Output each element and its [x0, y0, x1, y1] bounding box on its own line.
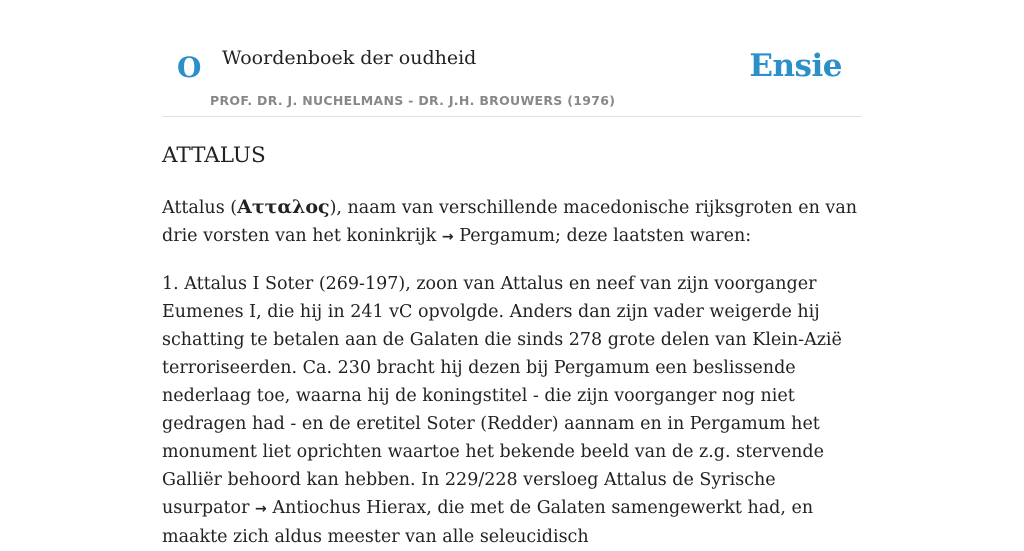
page	[162, 0, 862, 551]
ensie-logo-link[interactable]: Ensie	[749, 48, 842, 84]
header	[162, 0, 862, 117]
greek-name: Ατταλος	[237, 196, 330, 218]
pergamum-link[interactable]	[442, 226, 555, 246]
intro-paragraph	[162, 193, 862, 251]
item-1-text-pre: 1. Attalus I Soter (269-197), zoon van Attalus en neef van zijn voorganger Eumenes I, die hij in 241 vC opvolgde. Anders dan zijn vader weigerde hij schatting te betalen aan de Galaten die sinds 278 grote delen van Klein-Azië terroriseerden. Ca. 230 bracht hij dezen bij Pergamum een beslissende nederlaag toe, waarna hij de koningstitel - die zijn voorganger nog niet gedragen had - en de eretitel Soter (Redder) aannam en in Pergamum het monument liet oprichten waartoe het bekende beeld van de z.g. stervende Galliër behoord kan hebben. In 229/228 versloeg Attalus de Syrische usurpator	[162, 274, 842, 518]
book-authors: PROF. DR. J. NUCHELMANS - DR. J.H. BROUWERS (1976)	[210, 93, 616, 108]
intro-text-pre: Attalus (	[162, 198, 238, 218]
book-title-link[interactable]: Woordenboek der oudheid	[222, 47, 477, 69]
antiochus-hierax-link-label: Antiochus Hierax	[272, 498, 427, 518]
pergamum-link-label: Pergamum	[459, 226, 556, 246]
letter-index-link[interactable]: O	[177, 51, 202, 84]
entry-title: ATTALUS	[162, 143, 266, 168]
item-1-paragraph	[162, 270, 862, 551]
cross-reference-arrow-icon: →	[441, 229, 454, 245]
antiochus-hierax-link[interactable]	[255, 498, 426, 518]
cross-reference-arrow-icon: →	[255, 501, 267, 517]
intro-text-post: ; deze laatsten waren:	[555, 226, 752, 246]
item-1-text-post: , die met de Galaten samengewerkt had, en maakte zich aldus meester van alle seleucidisch	[162, 498, 814, 547]
intro-text-mid: ), naam van verschillende macedonische rijksgroten en van drie vorsten van het koninkrijk	[162, 198, 858, 246]
